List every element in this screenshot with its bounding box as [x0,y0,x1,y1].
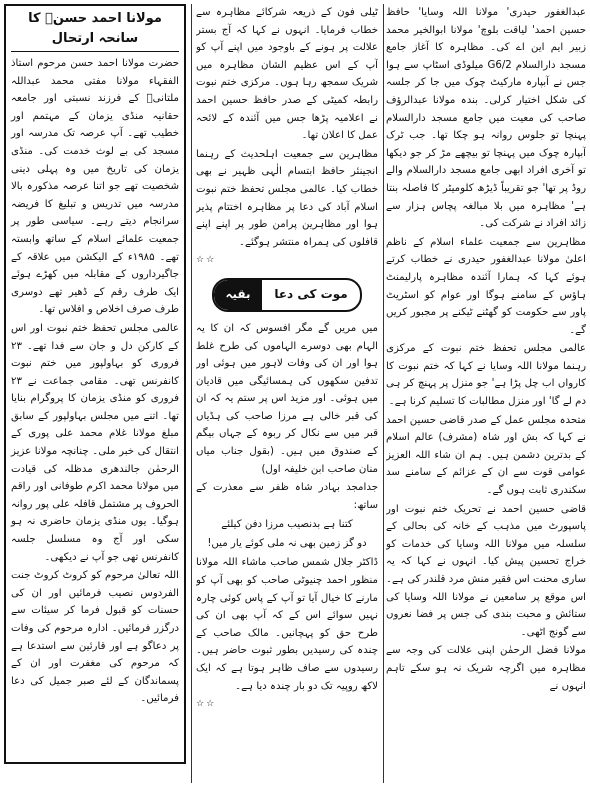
paragraph: مولانا فضل الرحمٰن اپنی علالت کی وجہ سے مظاہرہ میں اگرچہ شریک نہ ہو سکے تاہم انہوں نے [386,645,586,692]
paragraph: مظاہرین سے جمعیت اہلحدیث کے رہنما انجینئر حافظ ابتسام الٰہی ظہیر نے بھی خطاب کیا۔ عالمی مجلس تحفظ ختم نبوت اسلام آباد کی دعا پر مظاہرہ اختتام پذیر ہوا اور مظاہرین پرامن طور پر اپنے اپنے قافلوں کی ہمراہ منتشر ہوگئے۔ [196,148,378,248]
paragraph: حضرت مولانا احمد حسن مرحوم استاذ الفقہاء مولانا مفتی محمد عبداللہ ملتانیؒ کے فرزند نسبتی اور جامعہ حقانیہ منڈی یزمان کے مہتمم اور خطیب تھے۔ آپ عرصہ تک مدرسہ اور مسجد کی بے لوث خدمت کی۔ منڈی یزمان کی تاریخ میں وہ پہلی دینی شخصیت تھے جو اتنا عرصہ مذکورہ بالا مدرسہ میں تدریس و تبلیغ کا فریضہ سرانجام دیتے رہے۔ سیاسی طور پر جمعیت علمائے اسلام کے ساتھ وابستہ تھے۔ ۱۹۸۵ء کے الیکشن میں علاقہ کے جاگیرداروں کے مقابلہ میں کھڑے ہوئے ایک طرف رقم کے ڈھیر تھے دوسری طرف صرف اخلاص و افلاس تھا۔ [11,58,179,316]
column-divider [383,4,384,783]
poem-line: دو گز زمین بھی نہ ملی کوئے یار میں! [207,538,367,550]
poem-line: کتنا ہے بدنصیب مرزا دفن کیلئے [221,519,353,531]
paragraph: میں مریں گے مگر افسوس کہ ان کا یہ الہام بھی دوسرے الہاموں کی طرح غلط ہوا اور ان کی وفات لاہور میں ہوئی اور تدفین سکھوں کی ہمسائیگی میں قادیان میں ہوئی۔ اور مزید اس پر ستم یہ کہ ان کی قبر خالی ہے مرزا صاحب کی ہڈیاں قبر میں سے نکال کر ربوہ کے جہاں بیگم کے صندوق میں ہیں۔ (بقول جناب میاں منان صاحب ابن خلیفہ اول) [196,322,378,475]
paragraph: عبدالغفور حیدری' مولانا اللہ وسایا' حافظ حسین احمد' لیاقت بلوچ' مولانا ابوالخیر محمد زبیر ایم این اے کی۔ مظاہرہ کا آغاز جامع مسجد دارالسلام G6/2 میلوڈی اسٹاپ سے ہوا جس نے آبپارہ مارکیٹ چوک میں جا کر جلسہ کی شکل اختیار کرلی۔ بندہ مولانا عبدالرؤف صاحب کی معیت میں جامع مسجد دارالسلام پہنچا تو جلوس روانہ ہو چکا تھا۔ جب ٹرک آبپارہ چوک میں پہنچا تو بیچھے مڑ کر جو دیکھا تو آخری افراد ابھی جامع مسجد دارالسلام والے روڈ پر تھا' جو تقریباً ڈیڑھ کلومیٹر کا فاصلہ بنتا ہے' مظاہرہ میں بلا مبالغہ پچاس ہزار سے زائد افراد نے شرکت کی۔ [386,7,586,230]
article-column-right [386,4,586,783]
paragraph: جدامجد بہادر شاہ ظفر سے معذرت کے ساتھ: [196,482,378,511]
article-column-left [4,4,186,783]
paragraph: عالمی مجلس تحفظ ختم نبوت کے مرکزی رہنما مولانا اللہ وسایا نے کہا کہ ختم نبوت کا کارواں اب چل پڑا ہے' جو منزل پر پہنچ کر ہی دم لے گا' اور منزل مطالبات کا تسلیم کرنا ہے۔ [386,343,586,408]
continuation-banner [212,278,362,312]
paragraph: ٹیلی فون کے ذریعہ شرکائے مظاہرہ سے خطاب فرمایا۔ انہوں نے کہا کہ آج بستر علالت پر ہونے کے باوجود میں اپنے آپ کو آپ کے اس عظیم الشان مظاہرہ میں شریک سمجھ رہا ہوں۔ مرکزی ختم نبوت رابطہ کمیٹی کے صدر حافظ حسین احمد نے اعلامیہ پڑھا جس میں آئندہ کے لائحہ عمل کا اعلان تھا۔ [196,7,378,142]
obituary-box [4,4,186,764]
section-end-stars: ☆☆ [196,255,217,266]
paragraph: مظاہرین سے جمعیت علماء اسلام کے ناظم اعلیٰ مولانا عبدالغفور حیدری نے خطاب کرتے ہوئے کہا کہ ہمارا آئندہ مظاہرہ پارلیمنٹ ہاؤس کے سامنے ہوگا اور عوام کو اسٹریٹ پاور سے حکومت کو گھٹنے ٹیکنے پر مجبور کریں گے۔ [386,236,586,336]
banner-tag: بقیہ [214,280,262,310]
article-column-middle [196,4,378,783]
section-end-stars: ☆☆ [196,699,217,710]
paragraph: متحدہ مجلس عمل کے صدر قاضی حسین احمد نے کہا کہ بش اور شاہ (مشرف) عالم اسلام کے بدترین دشمن ہیں۔ ہم ان شاء اللہ العزیز عوامی قوت سے ان کے عزائم کے سامنے سد سکندری ثابت ہوں گے۔ [386,414,586,497]
paragraph: اللہ تعالیٰ مرحوم کو کروٹ کروٹ جنت الفردوس نصیب فرمائیں اور ان کی حسنات کو قبول فرما کر سیئات سے درگزر فرمائیں۔ ادارہ مرحوم کی وفات پر دعاگو ہے اور قارئین سے استدعا ہے کہ مرحوم کی مغفرت اور ان کے پسماندگان کے لئے صبر جمیل کی دعا فرمائیں۔ [11,570,179,705]
paragraph: عالمی مجلس تحفظ ختم نبوت اور اس کے کارکن دل و جان سے فدا تھے۔ ۲۳ فروری کو بہاولپور میں ختم نبوت کانفرنس تھی۔ مقامی جماعت نے ۲۳ فروری کو منڈی یزمان کا پروگرام بنایا تھا۔ اتنے میں مجلس بہاولپور کے سابق مبلغ مولانا غلام محمد علی پوری کے انتقال کی خبر ملی۔ چنانچہ مولانا عزیز الرحمٰن جالندھری مدظلہ کی قیادت میں مولانا محمد اکرم طوفانی اور راقم الحروف پر مشتمل قافلہ علی پور روانہ ہوگیا۔ یوں منڈی یزمان حاضری نہ ہو سکی اور آج وہ مسلسل جلسہ کانفرنس تھی جو آپ نے دیکھی۔ [11,322,179,563]
paragraph: قاضی حسین احمد نے تحریک ختم نبوت اور پاسپورٹ میں مذہب کے خانہ کی بحالی کے سلسلہ میں مولانا اللہ وسایا کی خدمات کو خراج تحسین پیش کیا۔ انہوں نے کہا کہ یہ ساری محنت اس فقیر منش مرد قلندر کی ہے۔ اس موقع پر سامعین نے مولانا اللہ وسایا کی ستائش و محبت بندی کی جس پر فضا نعروں سے گونج اٹھی۔ [386,503,586,638]
paragraph: ڈاکٹر جلال شمس صاحب ماشاء اللہ مولانا منظور احمد چنیوٹی صاحب کو بھی آپ کو مارنے کا خیال آیا تو آپ کے پاس کوئی چارہ نہیں سوائے اس کے کہ آپ بھی ان کی طرح حق کو پہچانیں۔ مالک صاحب کے چندہ کی رسیدیں بطور ثبوت حاضر ہیں۔ رسیدوں سے صاف ظاہر ہوتا ہے کہ ایک لاکھ روپیہ تک دو بار چندہ دیا ہے۔ [196,557,378,692]
banner-title: موت کی دعا [274,287,348,302]
column-divider [191,4,192,783]
obituary-title: مولانا احمد حسنؒ کا سانحہ ارتحال [11,9,179,52]
